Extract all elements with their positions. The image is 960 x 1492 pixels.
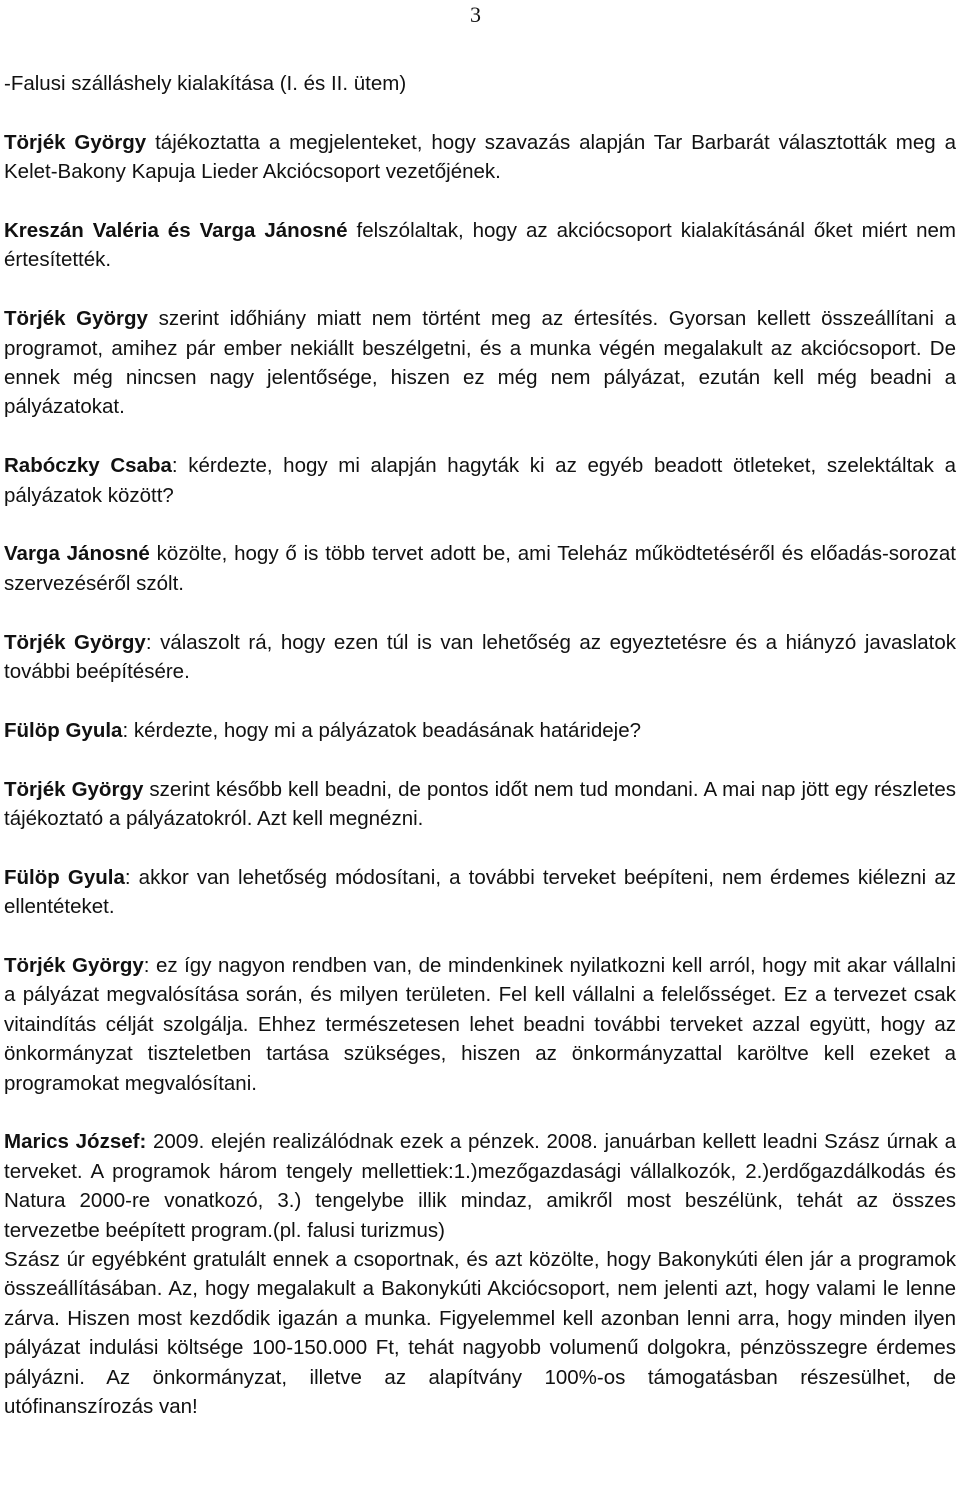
paragraph-text: Szász úr egyébként gratulált ennek a csoportnak, és azt közölte, hogy Bakonykúti élen jár a programok összeállításában. Az, hogy megalakult a Bakonykúti Akciócsoport, nem jelenti azt, hogy valami le lenne zárva. Hiszen most kezdődik igazán a munka. Figyelemmel kell azonban lenni arra, hogy minden ilyen pályázat indulási költsége 100-150.000 Ft, tehát nagyobb volumenű dolgokra, pénzösszegre érdemes pályázni. Az önkormányzat, illetve az alapítvány 100%-os támogatásban részesülhet, de utófinanszírozás van! [4, 1248, 956, 1419]
speaker-suffix: : [124, 865, 139, 889]
document-body [4, 69, 956, 1422]
speaker-suffix [146, 131, 155, 154]
paragraph [4, 863, 956, 922]
speaker-name: Fülöp Gyula [4, 865, 125, 889]
speaker-suffix: : [171, 454, 189, 478]
page-number: 3 [470, 2, 481, 27]
paragraph-text: -Falusi szálláshely kialakítása (I. és II. ütem) [4, 72, 407, 95]
speaker-suffix: : [122, 718, 134, 742]
speaker-name: Rabóczky Csaba [4, 454, 172, 478]
speaker-suffix: : [145, 630, 161, 654]
paragraph [4, 716, 956, 745]
speaker-name: Fülöp Gyula [4, 718, 123, 742]
paragraph [4, 1127, 956, 1245]
paragraph [4, 1245, 956, 1421]
paragraph-text: kérdezte, hogy mi alapján hagyták ki az egyéb beadott ötleteket, szelektáltak a pályázatok között? [4, 454, 956, 507]
speaker-suffix: : [143, 954, 156, 978]
paragraph-text: szerint időhiány miatt nem történt meg az értesítés. Gyorsan kellett összeállítani a programot, amihez pár ember nekiállt beszélgetni, és a munka végén megalakult az akciócsoport. De ennek még nincsen nagy jelentősége, hiszen ez még nem pályázat, ezután kell még beadni a pályázatokat. [4, 307, 956, 419]
paragraph-text: kérdezte, hogy mi a pályázatok beadásának határideje? [133, 718, 641, 742]
paragraph [4, 951, 956, 1098]
speaker-name: Marics József: [4, 1130, 147, 1154]
speaker-name: Varga Jánosné [4, 542, 150, 566]
speaker-name: Törjék György [4, 777, 144, 801]
speaker-suffix [348, 219, 357, 242]
paragraph-text: felszólaltak, hogy az akciócsoport kialakításánál őket miért nem értesítették. [4, 219, 956, 272]
speaker-name: Törjék György [4, 954, 144, 978]
speaker-name: Törjék György [4, 130, 147, 154]
paragraph-text: ez így nagyon rendben van, de mindenkinek nyilatkozni kell arról, hogy mit akar vállalni a pályázat megvalósítása során, és milyen területen. Fel kell vállalni a felelősséget. Ez a tervezet csak vitaindítás célját szolgálja. Ehhez természetesen lehet beadni további terveket azzal együtt, hogy az önkormányzat tiszteletben tartása szükséges, hiszen az önkormányzattal karöltve kell ezeket a programokat megvalósítani. [4, 954, 956, 1095]
paragraph-agenda-item [4, 69, 956, 98]
speaker-suffix [148, 307, 159, 330]
paragraph-text: tájékoztatta a megjelenteket, hogy szavazás alapján Tar Barbarát választották meg a Kelet-Bakony Kapuja Lieder Akciócsoport vezetőjének. [4, 130, 956, 184]
paragraph-text: szerint később kell beadni, de pontos időt nem tud mondani. A mai nap jött egy részletes tájékoztató a pályázatokról. Azt kell megnézni. [4, 777, 956, 831]
paragraph [4, 628, 956, 687]
paragraph [4, 539, 956, 598]
paragraph [4, 216, 956, 275]
speaker-name: Törjék György [4, 307, 148, 331]
paragraph [4, 775, 956, 834]
paragraph-text: közölte, hogy ő is több tervet adott be, ami Teleház működtetéséről és előadás-sorozat szervezéséről szólt. [4, 542, 956, 595]
speaker-name: Kreszán Valéria és Varga Jánosné [4, 219, 348, 242]
speaker-suffix [150, 542, 157, 565]
paragraph-text: válaszolt rá, hogy ezen túl is van lehetőség az egyeztetésre és a hiányzó javaslatok további beépítésére. [4, 630, 956, 684]
paragraph [4, 128, 956, 187]
paragraph-text: 2009. elején realizálódnak ezek a pénzek. 2008. januárban kellett leadni Szász úrnak a terveket. A programok három tengely mellettiek:1.)mezőgazdasági vállalkozók, 2.)erdőgazdálkodás és Natura 2000-re vonatkozó, 3.) tengelybe illik mindaz, amikről most beszélünk, tehát az összes tervezetbe beépített program.(pl. falusi turizmus) [4, 1130, 957, 1242]
paragraph [4, 304, 956, 422]
speaker-name: Törjék György [4, 630, 146, 654]
speaker-suffix [146, 1130, 153, 1153]
paragraph-text: akkor van lehetőség módosítani, a további terveket beépíteni, nem érdemes kiélezni az ellentéteket. [4, 865, 956, 919]
paragraph [4, 451, 956, 510]
